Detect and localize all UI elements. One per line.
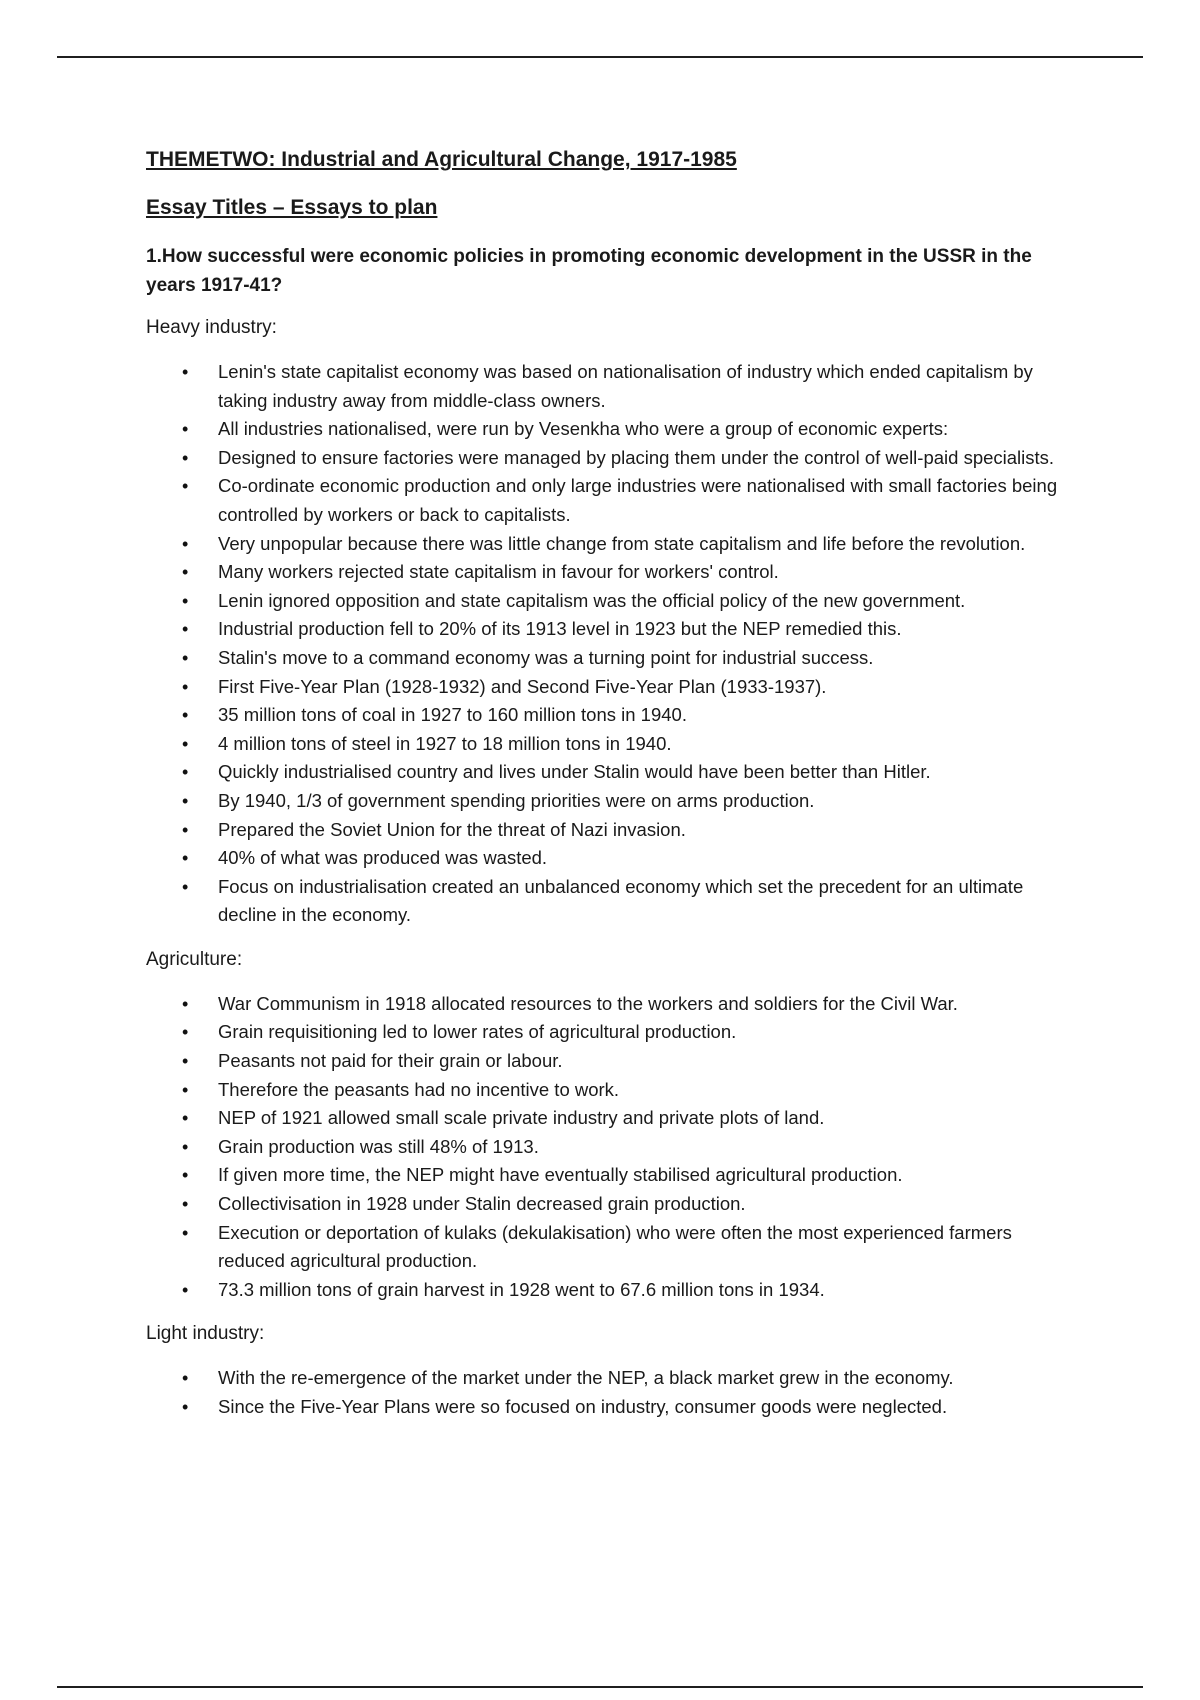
list-item: • Quickly industrialised country and lives under Stalin would have been better than Hitler. bbox=[146, 758, 1066, 787]
list-item: • Execution or deportation of kulaks (dekulakisation) who were often the most experienced farmers reduced agricultural production. bbox=[146, 1219, 1066, 1276]
list-item: • 73.3 million tons of grain harvest in 1928 went to 67.6 million tons in 1934. bbox=[146, 1276, 1066, 1305]
light-industry-list bbox=[146, 1364, 1066, 1421]
list-item: • 40% of what was produced was wasted. bbox=[146, 844, 1066, 873]
list-item: • Grain requisitioning led to lower rates of agricultural production. bbox=[146, 1018, 1066, 1047]
essay-titles-heading: Essay Titles – Essays to plan bbox=[146, 196, 438, 219]
list-item: • All industries nationalised, were run by Vesenkha who were a group of economic experts: bbox=[146, 415, 1066, 444]
list-item: • Stalin's move to a command economy was a turning point for industrial success. bbox=[146, 644, 1066, 673]
heavy-industry-list bbox=[146, 358, 1066, 930]
essay-question: 1.How successful were economic policies in promoting economic development in the USSR in the years 1917-41? bbox=[146, 246, 1032, 296]
list-item: • 35 million tons of coal in 1927 to 160 million tons in 1940. bbox=[146, 701, 1066, 730]
list-item: • Collectivisation in 1928 under Stalin decreased grain production. bbox=[146, 1190, 1066, 1219]
agriculture-list bbox=[146, 990, 1066, 1305]
list-item: • Very unpopular because there was little change from state capitalism and life before the revolution. bbox=[146, 530, 1066, 559]
list-item: • With the re-emergence of the market under the NEP, a black market grew in the economy. bbox=[146, 1364, 1066, 1393]
list-item: • Co-ordinate economic production and only large industries were nationalised with small factories being controlled by workers or back to capitalists. bbox=[146, 472, 1066, 529]
list-item: • 4 million tons of steel in 1927 to 18 million tons in 1940. bbox=[146, 730, 1066, 759]
header-rule bbox=[57, 56, 1143, 58]
list-item: • By 1940, 1/3 of government spending priorities were on arms production. bbox=[146, 787, 1066, 816]
list-item: • Designed to ensure factories were managed by placing them under the control of well-paid specialists. bbox=[146, 444, 1066, 473]
section-heading-light-industry: Light industry: bbox=[146, 1323, 265, 1345]
document-body bbox=[146, 146, 1066, 1422]
list-item: • If given more time, the NEP might have eventually stabilised agricultural production. bbox=[146, 1161, 1066, 1190]
theme-title: THEMETWO: Industrial and Agricultural Change, 1917-1985 bbox=[146, 148, 737, 171]
list-item: • Peasants not paid for their grain or labour. bbox=[146, 1047, 1066, 1076]
list-item: • Industrial production fell to 20% of its 1913 level in 1923 but the NEP remedied this. bbox=[146, 615, 1066, 644]
list-item: • Lenin ignored opposition and state capitalism was the official policy of the new government. bbox=[146, 587, 1066, 616]
list-item: • Therefore the peasants had no incentive to work. bbox=[146, 1076, 1066, 1105]
section-heading-agriculture: Agriculture: bbox=[146, 948, 243, 970]
list-item: • War Communism in 1918 allocated resources to the workers and soldiers for the Civil War. bbox=[146, 990, 1066, 1019]
list-item: • NEP of 1921 allowed small scale private industry and private plots of land. bbox=[146, 1104, 1066, 1133]
list-item: • Since the Five-Year Plans were so focused on industry, consumer goods were neglected. bbox=[146, 1393, 1066, 1422]
list-item: • First Five-Year Plan (1928-1932) and Second Five-Year Plan (1933-1937). bbox=[146, 673, 1066, 702]
list-item: • Focus on industrialisation created an unbalanced economy which set the precedent for an ultimate decline in the economy. bbox=[146, 873, 1066, 930]
list-item: • Grain production was still 48% of 1913. bbox=[146, 1133, 1066, 1162]
list-item: • Prepared the Soviet Union for the threat of Nazi invasion. bbox=[146, 816, 1066, 845]
footer-rule bbox=[57, 1686, 1143, 1688]
section-heading-heavy-industry: Heavy industry: bbox=[146, 317, 277, 338]
list-item: • Lenin's state capitalist economy was based on nationalisation of industry which ended capitalism by taking industry away from middle-class owners. bbox=[146, 358, 1066, 415]
list-item: • Many workers rejected state capitalism in favour for workers' control. bbox=[146, 558, 1066, 587]
